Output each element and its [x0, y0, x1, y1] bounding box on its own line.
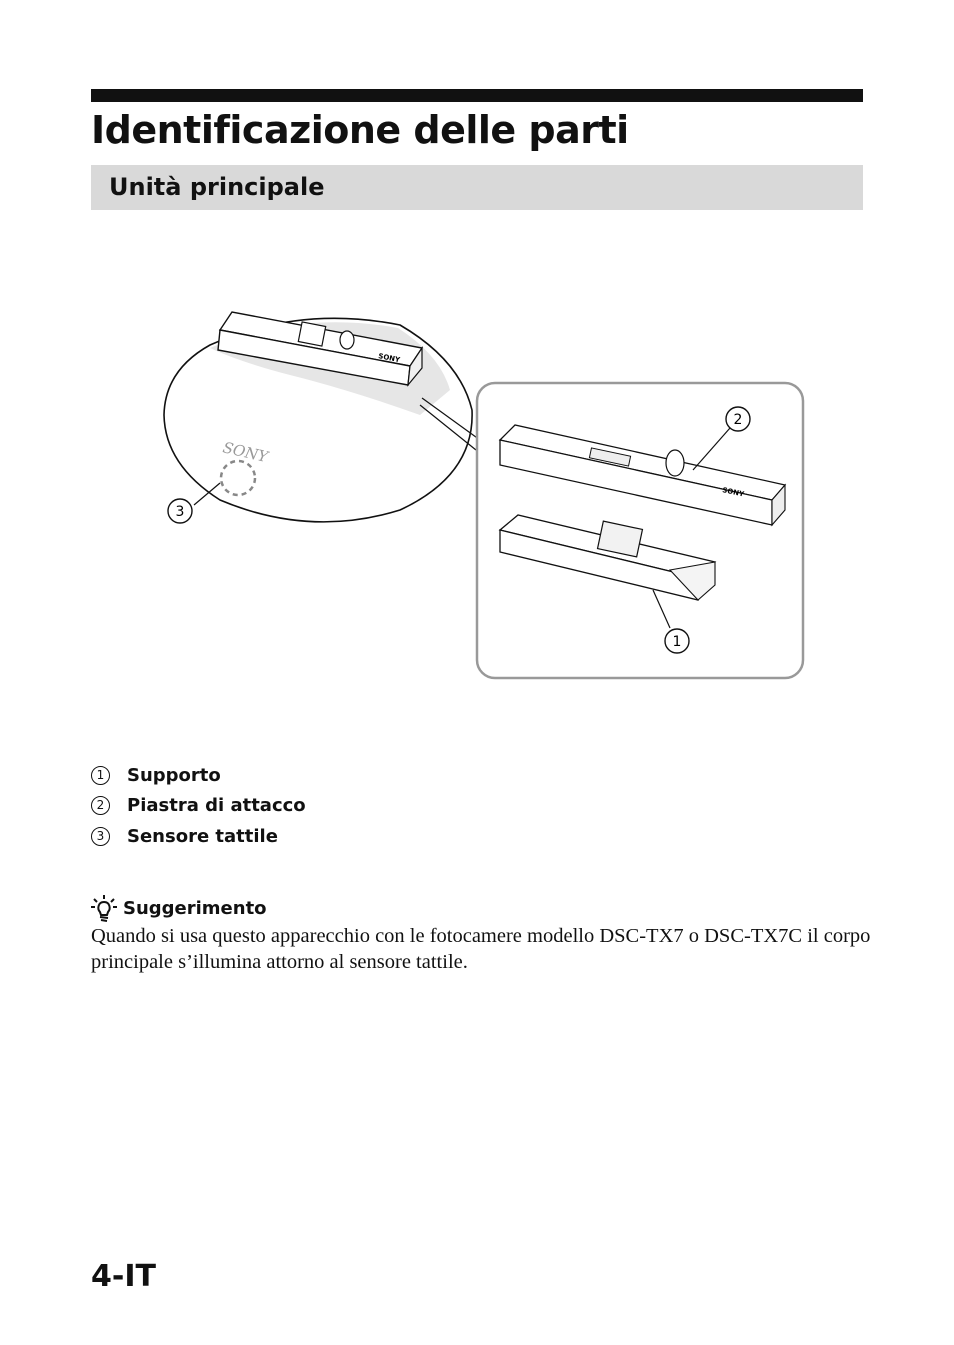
section-header: [91, 165, 863, 210]
page-number: 4-IT: [91, 1259, 156, 1294]
section-title: Unità principale: [109, 173, 325, 201]
tip-text: Quando si usa questo apparecchio con le fotocamere modello DSC-TX7 o DSC-TX7C il corpo principale s’illumina attorno al sensore tattile.: [91, 925, 871, 973]
legend-label: Supporto: [127, 764, 221, 786]
legend-number: 1: [91, 766, 110, 785]
tip-box: [91, 893, 871, 975]
svg-text:3: 3: [175, 504, 185, 520]
legend-number: 2: [91, 796, 110, 815]
disc-brand: SONY: [221, 438, 270, 467]
exploded-detail: [477, 383, 803, 678]
legend-item: [91, 791, 306, 822]
callout-1: [665, 629, 689, 653]
dock-brand: SONY: [377, 352, 401, 365]
legend-item: [91, 821, 306, 852]
lightbulb-icon: [91, 894, 117, 922]
device-overview: [164, 312, 480, 522]
page-title: Identificazione delle parti: [91, 108, 629, 152]
legend-number: 3: [91, 827, 110, 846]
title-rule: [91, 89, 863, 102]
callout-3: [168, 499, 192, 523]
tip-title: Suggerimento: [123, 897, 267, 919]
legend-label: Sensore tattile: [127, 825, 278, 847]
tip-header: [91, 893, 871, 923]
plate-brand: SONY: [721, 486, 745, 499]
callout-2: [726, 407, 750, 431]
legend-item: [91, 760, 306, 791]
parts-legend: [91, 760, 306, 852]
legend-label: Piastra di attacco: [127, 795, 306, 817]
svg-text:2: 2: [733, 412, 743, 428]
svg-text:1: 1: [672, 634, 682, 650]
main-unit-illustration: [150, 300, 820, 690]
